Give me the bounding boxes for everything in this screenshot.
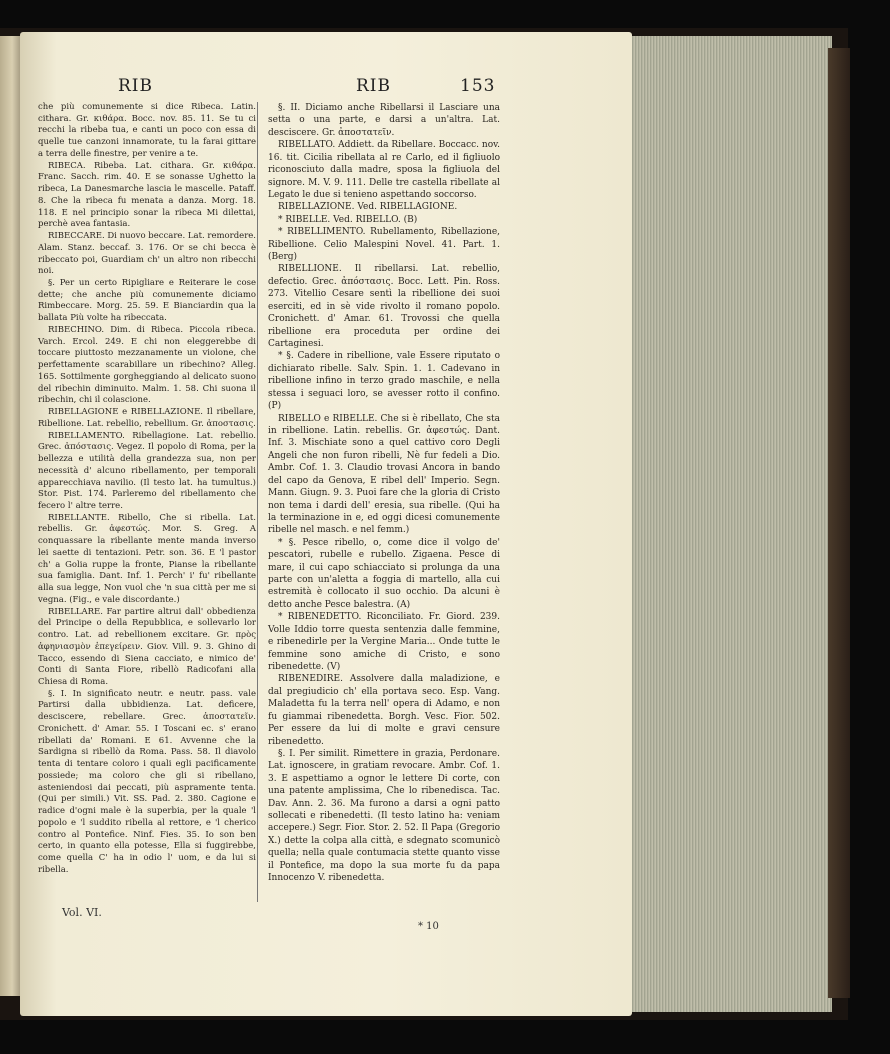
- entry-paragraph: * §. Cadere in ribellione, vale Essere riputato o dichiarato ribelle. Salv. Spin. 1. 1. Cadevano in ribellione infino in terzo grado maschile, e nella stessa i seguaci loro, se avesser rotto il confino. (P): [268, 351, 500, 412]
- entry-paragraph: che più comunemente si dice Ribeca. Latin. cithara. Gr. κιθάρα. Bocc. nov. 85. 11. Se tu ci recchi la ribeba tua, e canti un poco con essa di quelle tue canzoni innamorate, tu la farai gittare a terra delle finestre, per venire a te.: [38, 102, 256, 159]
- column-rule: [257, 102, 258, 902]
- entry-paragraph: RIBELLAMENTO. Ribellagione. Lat. rebellio. Grec. ἀπόστασις. Vegez. Il popolo di Roma, per la bellezza e utilità della grandezza sua, non per necessità d' alcuno ribellamento, per temporali apparecchiava navilio. (Il testo lat. ha tumultus.) Stor. Pist. 174. Parleremo del ribellamento che fecero l' altre terre.: [38, 430, 256, 511]
- entry-paragraph: RIBECCARE. Di nuovo beccare. Lat. remordere. Alam. Stanz. beccaf. 3. 176. Or se chi becca è ribeccato poi, Guardiam ch' un altro non ribecchi noi.: [38, 231, 256, 277]
- book-cover-edge: [828, 48, 850, 998]
- entry-paragraph: RIBELLAGIONE e RIBELLAZIONE. Il ribellare, Ribellione. Lat. rebellio, rebellium. Gr. ἀποστασις.: [38, 407, 256, 429]
- entry-paragraph: RIBELLATO. Addiett. da Ribellare. Boccacc. nov. 16. tit. Cicilia ribellata al re Carlo, ed il figliuolo riconosciuto dalla madre, sposa la figliuola del signore. M. V. 9. 111. Delle tre castella ribellate al Legato le due si tenieno aspettando soccorso.: [268, 140, 500, 200]
- running-head-left: RIB: [118, 76, 154, 96]
- entry-paragraph: RIBELLAZIONE. Ved. RIBELLAGIONE.: [278, 202, 458, 213]
- entry-paragraph: §. II. Diciamo anche Ribellarsi il Lasciare una setta o una parte, e darsi a un'altra. Lat. desciscere. Gr. ἀποστατεῖν.: [268, 103, 500, 138]
- right-column: [268, 102, 500, 885]
- entry-paragraph: * §. Pesce ribello, o, come dice il volgo de' pescatori, rubelle e rubello. Zigaena. Pesce di mare, il cui capo schiacciato si prolunga da una parte con un'aletta a foggia di martello, alla cui estremità è collocato il suo occhio. Da alcuni è detto anche Pesce balestra. (A): [268, 537, 500, 610]
- entry-paragraph: RIBECHINO. Dim. di Ribeca. Piccola ribeca. Varch. Ercol. 249. E chi non eleggerebbe di toccare piuttosto mezzanamente un violone, che perfettamente scarabillare un ribechino? Alleg. 165. Sottilmente gorgheggiando al delicato suono del ribechin diminuito. Malm. 1. 58. Chi suona il ribechin, chi il colascione.: [38, 324, 256, 406]
- page-number: 153: [460, 76, 496, 96]
- entry-paragraph: RIBECA. Ribeba. Lat. cithara. Gr. κιθάρα. Franc. Sacch. rim. 40. E se sonasse Ughetto la ribeca, La Danesmarche lascia le mascelle. Pataff. 8. Che la ribeca fu menata a danza. Morg. 18. 118. E nel principio sonar la ribeca Mi dilettai, perchè avea fantasia.: [38, 160, 256, 230]
- signature-mark: * 10: [418, 921, 439, 932]
- volume-label: Vol. VI.: [62, 906, 102, 919]
- page-block-edge: [630, 36, 832, 1012]
- entry-paragraph: * RIBENEDETTO. Riconciliato. Fr. Giord. 239. Volle Iddio torre questa sentenzia dalle femmine, e ribenedirle per la Vergine Maria... Onde tutte le femmine sono amiche di Cristo, e sono ribenedette. (V): [268, 612, 500, 672]
- entry-paragraph: §. I. In significato neutr. e neutr. pass. vale Partirsi dalla ubbidienza. Lat. deficere, desciscere, rebellare. Grec. ἀποστατεῖν. Cronichett. d' Amar. 55. I Toscani ec. s' erano ribellati da' Romani. E 61. Avvenne che la Sardigna si ribellò da Roma. Pass. 58. Il diavolo tenta di tentare coloro i quali egli pacificamente possiede; ma coloro che gli si ribellano, asteniendosi dai peccati, più aspramente tenta. (Qui per simili.) Vit. SS. Pad. 2. 380. Cagione e radice d'ogni male è la superbia, per la quale 'l popolo e 'l suddito ribella al rettore, e 'l cherico contro al Pontefice. Ninf. Fies. 35. Io son ben certo, in quanto ella potesse, Ella si fuggirebbe, come quella C' ha in odio l' uom, e da lui si ribella.: [38, 688, 256, 875]
- entry-paragraph: * RIBELLIMENTO. Rubellamento, Ribellazione, Ribellione. Celio Malespini Novel. 41. Part. 1. (Berg): [268, 227, 500, 263]
- entry-paragraph: §. I. Per similit. Rimettere in grazia, Perdonare. Lat. ignoscere, in gratiam revocare. Ambr. Cof. 1. 3. E aspettiamo a ognor le lettere Di corte, con una patente amplissima, Che lo ribenedisca. Tac. Dav. Ann. 2. 36. Ma furono a darsi a ogni patto sollecati e ribenedetti. (Il testo latino ha: veniam accepere.) Segr. Fior. Stor. 2. 52. Il Papa (Gregorio X.) dette la colpa alla città, e sdegnato scomunicò quella; nella quale contumacia stette quanto visse il Pontefice, ma dopo la sua morte fu da papa Innocenzo V. ribenedetta.: [268, 748, 500, 884]
- entry-paragraph: RIBELLARE. Far partire altrui dall' obbedienza del Principe o della Repubblica, e sollevarlo lor contro. Lat. ad rebellionem excitare. Gr. πρὸς ἀφηνιασμὸν ἐπεγείρειν. Giov. Vill. 9. 3. Ghino di Tacco, essendo di Siena cacciato, e nimico de' Conti di Santa Fiore, ribellò Radicofani alla Chiesa di Roma.: [38, 606, 256, 687]
- running-head-center: RIB: [356, 76, 392, 96]
- entry-paragraph: §. Per un certo Ripigliare e Reiterare le cose dette; che anche più comunemente diciamo Rimbeccare. Morg. 25. 59. E Bianciardin qua la ballata Più volte ha ribeccata.: [38, 278, 256, 324]
- entry-paragraph: * RIBELLE. Ved. RIBELLO. (B): [278, 214, 418, 225]
- entry-paragraph: RIBELLO e RIBELLE. Che si è ribellato, Che sta in ribellione. Latin. rebellis. Gr. ἀφεστώς. Dant. Inf. 3. Mischiate sono a quel cattivo coro Degli Angeli che non furon ribelli, Nè fur fedeli a Dio. Ambr. Cof. 1. 3. Claudio trovasi Ancora in bando del capo da Genova, E ribel dell' Imperio. Segn. Mann. Giugn. 9. 3. Puoi fare che la gloria di Cristo non tema i dardi dell' eresia, sua ribelle. (Qui ha la terminazione in e, ed oggi dicesi comunemente ribelle nel masch. e nel femm.): [268, 413, 500, 536]
- entry-paragraph: RIBELLIONE. Il ribellarsi. Lat. rebellio, defectio. Grec. ἀπόστασις. Bocc. Lett. Pin. Ross. 273. Vitellio Cesare sentì la ribellione dei suoi eserciti, ed in sè vide rivolto il romano popolo. Cronichett. d' Amar. 61. Trovossi che quella ribellione era proceduta per ordine dei Cartaginesi.: [268, 264, 500, 350]
- entry-paragraph: RIBENEDIRE. Assolvere dalla maladizione, e dal pregiudicio ch' ella portava seco. Esp. Vang. Maladetta fu la terra nell' opera di Adamo, e non fu giammai ribenedetta. Borgh. Vesc. Fior. 502. Per essere da lui di molte e gravi censure ribenedetto.: [268, 674, 500, 747]
- left-column: [38, 102, 256, 876]
- entry-paragraph: RIBELLANTE. Ribello, Che si ribella. Lat. rebellis. Gr. ἀφεστώς. Mor. S. Greg. A conquassare la ribellante mente manda inverso lei saette di tentazioni. Petr. son. 36. E 'l pastor ch' a Golia ruppe la fronte, Pianse la ribellante sua famiglia. Dant. Inf. 1. Perch' i' fu' ribellante alla sua legge, Non vuol che 'n sua città per me si vegna. (Fig., e vale discordante.): [38, 512, 256, 605]
- previous-page-edge: [0, 36, 22, 996]
